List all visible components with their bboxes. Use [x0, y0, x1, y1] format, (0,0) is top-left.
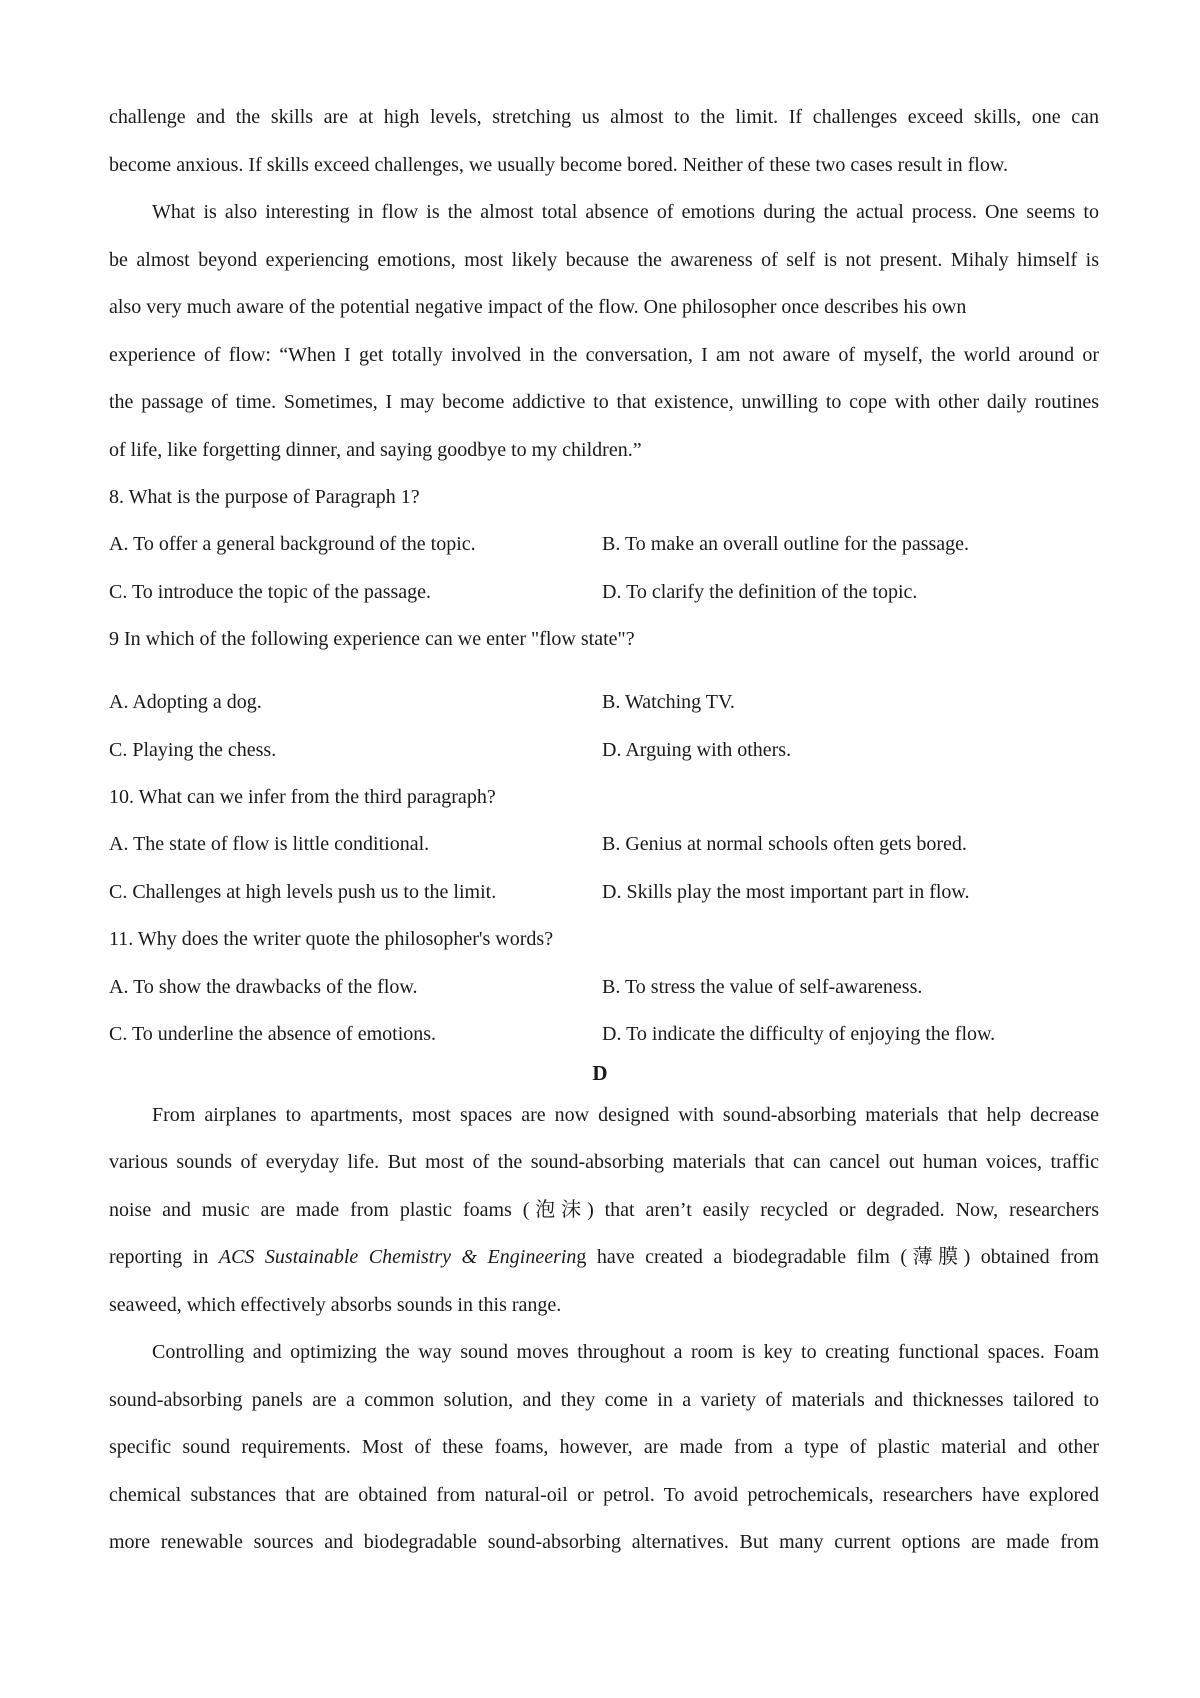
option-d: D. Skills play the most important part in flow. [602, 881, 970, 903]
option-d: D. To clarify the definition of the topic. [602, 581, 918, 603]
option-b: B. Genius at normal schools often gets bored. [602, 833, 967, 855]
passage-line: challenge and the skills are at high levels, stretching us almost to the limit. If challenges exceed skills, one can [109, 106, 1099, 128]
option-c: C. To introduce the topic of the passage. [109, 581, 432, 603]
passage-line: seaweed, which effectively absorbs sounds in this range. [109, 1294, 562, 1316]
passage-line: chemical substances that are obtained from natural-oil or petrol. To avoid petrochemicals, researchers have explored [109, 1484, 1099, 1506]
passage-line: the passage of time. Sometimes, I may become addictive to that existence, unwilling to cope with other daily routines [109, 391, 1099, 413]
option-a: A. To offer a general background of the topic. [109, 533, 476, 555]
passage-line: more renewable sources and biodegradable sound-absorbing alternatives. But many current options are made from [109, 1531, 1099, 1553]
option-a: A. The state of flow is little conditional. [109, 833, 430, 855]
passage-line [109, 1244, 1099, 1270]
passage-line: Controlling and optimizing the way sound moves throughout a room is key to creating functional spaces. Foam [152, 1341, 1099, 1363]
section-heading: D [592, 1061, 608, 1085]
passage-line: sound-absorbing panels are a common solution, and they come in a variety of materials and thicknesses tailored to [109, 1389, 1099, 1411]
line-text: reporting in [109, 1246, 219, 1268]
passage-line: become anxious. If skills exceed challenges, we usually become bored. Neither of these two cases result in flow. [109, 154, 1008, 176]
journal-title: ACS Sustainable Chemistry & Engineerin [218, 1246, 577, 1268]
option-b: B. To stress the value of self-awareness. [602, 976, 923, 998]
passage-line: From airplanes to apartments, most spaces are now designed with sound-absorbing materials that help decrease [152, 1104, 1099, 1126]
option-c: C. Playing the chess. [109, 739, 277, 761]
option-a: A. Adopting a dog. [109, 691, 262, 713]
passage-line: of life, like forgetting dinner, and saying goodbye to my children.” [109, 439, 642, 461]
passage-line: What is also interesting in flow is the almost total absence of emotions during the actual process. One seems to [152, 201, 1099, 223]
passage-line: various sounds of everyday life. But most of the sound-absorbing materials that can cancel out human voices, traffic [109, 1151, 1099, 1173]
passage-line: be almost beyond experiencing emotions, most likely because the awareness of self is not present. Mihaly himself is [109, 249, 1099, 271]
line-text: g have created a biodegradable film (薄膜) obtained from [576, 1246, 1099, 1268]
option-b: B. Watching TV. [602, 691, 735, 713]
option-d: D. Arguing with others. [602, 739, 792, 761]
passage-line: noise and music are made from plastic foams (泡沫) that aren’t easily recycled or degraded. Now, researchers [109, 1199, 1099, 1221]
passage-line: also very much aware of the potential negative impact of the flow. One philosopher once describes his own [109, 296, 967, 318]
option-d: D. To indicate the difficulty of enjoying the flow. [602, 1023, 996, 1045]
option-c: C. Challenges at high levels push us to the limit. [109, 881, 497, 903]
passage-line: specific sound requirements. Most of these foams, however, are made from a type of plastic material and other [109, 1436, 1099, 1458]
option-a: A. To show the drawbacks of the flow. [109, 976, 418, 998]
option-c: C. To underline the absence of emotions. [109, 1023, 437, 1045]
question-stem: 11. Why does the writer quote the philosopher's words? [109, 928, 554, 950]
question-stem: 10. What can we infer from the third paragraph? [109, 786, 496, 808]
question-stem: 9 In which of the following experience can we enter "flow state"? [109, 628, 635, 650]
passage-line: experience of flow: “When I get totally involved in the conversation, I am not aware of myself, the world around or [109, 344, 1099, 366]
option-b: B. To make an overall outline for the passage. [602, 533, 970, 555]
question-stem: 8. What is the purpose of Paragraph 1? [109, 486, 420, 508]
